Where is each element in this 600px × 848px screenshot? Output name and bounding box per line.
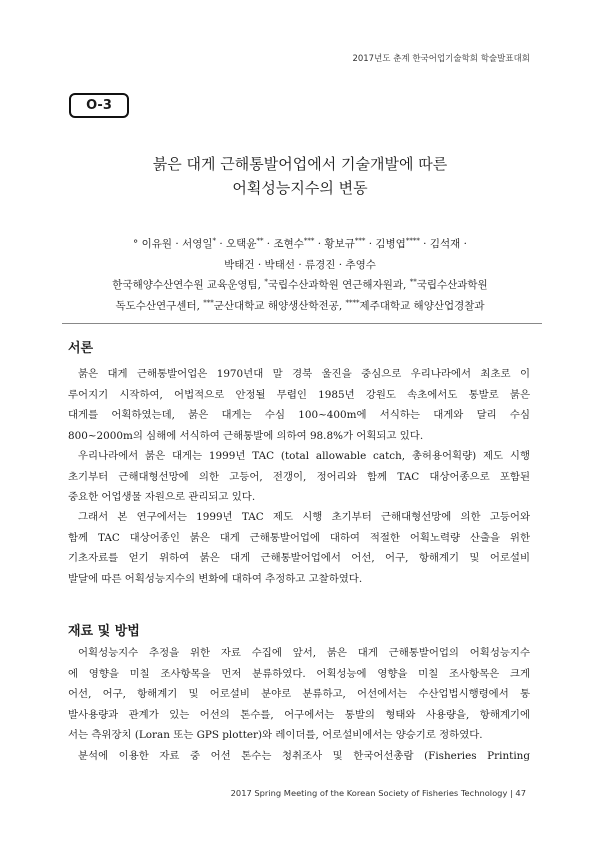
divider bbox=[62, 323, 542, 324]
text-line: 붉은 대게 근해통발어업은 1970년대 말 경북 울진을 중심으로 우리나라에서 최초로 이 bbox=[78, 368, 530, 380]
paper-title bbox=[0, 152, 600, 200]
text-line: 루어지기 시작하여, 어법적으로 안정될 무렵인 1985년 강원도 속초에서도 통발로 붉은 bbox=[68, 388, 530, 401]
text-line: 그래서 본 연구에서는 1999년 TAC 제도 시행 초기부터 근해대형선망에 의한 고등어와 bbox=[78, 511, 530, 523]
text-line: 어선, 어구, 항해계기 및 어로설비 분야로 분류하고, 어선에서는 수산업법시행령에서 통 bbox=[68, 688, 530, 700]
conference-header: 2017년도 춘계 한국어업기술학회 학술발표대회 bbox=[352, 54, 530, 64]
affiliation-line-1: 한국해양수산연수원 교육운영팀, *국립수산과학원 연근해자원과, **국립수산과학원 bbox=[112, 278, 488, 291]
affiliation-line-2: 독도수산연구센터, ***군산대학교 해양생산학전공, ****제주대학교 해양산업경찰과 bbox=[115, 298, 485, 312]
text-line: 초기부터 근해대형선망에 의한 고등어, 전갱이, 정어리와 함께 TAC 대상어종으로 포함된 bbox=[68, 470, 530, 483]
title-line-1: 붉은 대게 근해통발어업에서 기술개발에 따른 bbox=[152, 155, 448, 173]
text-line: 기초자료를 얻기 위하여 붉은 대게 근해통발어업에서 어선, 어구, 항해계기 및 어로설비 bbox=[68, 552, 530, 564]
methods-paragraph-1 bbox=[68, 643, 530, 766]
intro-paragraph-1 bbox=[68, 364, 530, 446]
session-badge: O-3 bbox=[69, 93, 129, 118]
text-line: 발달에 따른 어획성능지수의 변화에 대하여 추정하고 고찰하였다. bbox=[68, 572, 363, 585]
text-line: 어획성능지수 추정을 위한 자료 수집에 앞서, 붉은 대게 근해통발어업의 어획성능지수 bbox=[78, 647, 530, 659]
page-footer: 2017 Spring Meeting of the Korean Society of Fisheries Technology | 47 bbox=[230, 788, 526, 798]
text-line: 에 영향을 미칠 조사항목을 먼저 분류하였다. 어획성능에 영향을 미칠 조사항목은 크게 bbox=[68, 667, 530, 680]
intro-paragraph-2 bbox=[68, 446, 530, 508]
author-line-2: 박태건 · 박태선 · 류경진 · 추영수 bbox=[224, 258, 376, 271]
intro-heading: 서론 bbox=[68, 341, 94, 356]
text-line: 함께 TAC 대상어종인 붉은 대게 근해통발어업에 대하여 적절한 어획노력량 산출을 위한 bbox=[68, 531, 530, 544]
title-line-2: 어획성능지수의 변동 bbox=[232, 179, 368, 197]
text-line: 분석에 이용한 자료 중 어선 톤수는 청취조사 및 한국어선총람 (Fisheries Printing bbox=[78, 749, 530, 762]
methods-heading: 재료 및 방법 bbox=[68, 624, 140, 639]
text-line: 800~2000m의 심해에 서식하여 근해통발에 의하여 98.8%가 어획되고 있다. bbox=[68, 429, 424, 442]
intro-paragraph-3 bbox=[68, 507, 530, 589]
author-block bbox=[0, 234, 600, 316]
author-line-1: ° 이유원 · 서영일* · 오택윤** · 조현수*** · 황보규*** · 김병엽**** · 김석재 · bbox=[133, 237, 467, 250]
text-line: 대게를 어획하였는데, 붉은 대게는 수심 100~400m에 서식하는 대게와 달리 수심 bbox=[68, 409, 530, 421]
text-line: 발사용량과 관계가 있는 어선의 톤수를, 어구에서는 통발의 형태와 사용량을, 항해계기에 bbox=[68, 708, 530, 721]
text-line: 우리나라에서 붉은 대게는 1999년 TAC (total allowable catch, 총허용어획량) 제도 시행 bbox=[78, 450, 530, 462]
text-line: 서는 측위장치 (Loran 또는 GPS plotter)와 레이더를, 어로설비에서는 양승기로 정하였다. bbox=[68, 729, 483, 741]
text-line: 중요한 어업생물 자원으로 관리되고 있다. bbox=[68, 491, 256, 503]
